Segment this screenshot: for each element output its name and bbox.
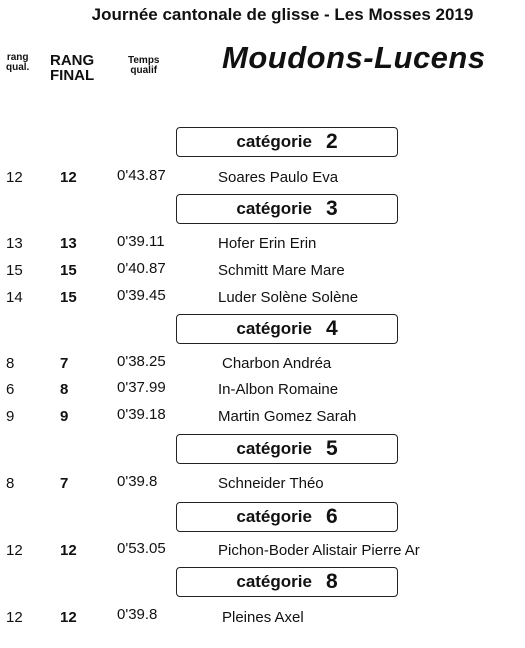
category-label: catégorie	[236, 132, 312, 151]
rang-qual: 8	[6, 355, 15, 372]
team-name: Moudons-Lucens	[222, 40, 486, 75]
rang-final: 15	[60, 289, 77, 306]
rang-final: 12	[60, 169, 77, 186]
participant-name: Pichon-Boder Alistair Pierre Ar	[218, 542, 420, 559]
category-number: 2	[325, 130, 338, 153]
temps: 0'39.11	[117, 233, 165, 250]
page-title: Journée cantonale de glisse - Les Mosses 2019	[91, 5, 474, 24]
rang-final: 15	[60, 262, 77, 279]
participant-name: Soares Paulo Eva	[218, 169, 339, 186]
temps: 0'38.25	[117, 353, 166, 370]
header-temps-qualif	[128, 56, 160, 76]
rang-final: 7	[60, 475, 69, 492]
category-label: catégorie	[236, 572, 312, 591]
header-rang-final-line1: RANG	[50, 52, 95, 69]
category-label: catégorie	[236, 507, 312, 526]
temps: 0'53.05	[117, 540, 166, 557]
rang-final: 9	[60, 408, 69, 425]
temps: 0'39.8	[117, 606, 158, 623]
header-temps-line2: qualif	[130, 65, 158, 76]
category-box-4	[176, 314, 398, 344]
participant-name: Pleines Axel	[222, 609, 304, 626]
rang-final: 13	[60, 235, 77, 252]
temps: 0'40.87	[117, 260, 166, 277]
participant-name: Martin Gomez Sarah	[218, 408, 357, 425]
rang-qual: 12	[6, 609, 23, 626]
rang-qual: 14	[6, 289, 23, 306]
category-label: catégorie	[236, 439, 312, 458]
participant-name: Schneider Théo	[218, 475, 324, 492]
category-number: 5	[325, 437, 338, 460]
rang-qual: 8	[6, 475, 15, 492]
category-number: 3	[325, 197, 338, 220]
temps: 0'37.99	[117, 379, 166, 396]
category-box-6	[176, 502, 398, 532]
rang-final: 7	[60, 355, 69, 372]
temps: 0'39.8	[117, 473, 158, 490]
header-rang-final	[50, 53, 94, 83]
header-rang-qual-line1: rang	[6, 52, 29, 63]
participant-name: Luder Solène Solène	[218, 289, 359, 306]
rang-final: 12	[60, 542, 77, 559]
temps: 0'43.87	[117, 167, 166, 184]
participant-name: Hofer Erin Erin	[218, 235, 317, 252]
category-number: 6	[325, 505, 338, 528]
temps: 0'39.45	[117, 287, 166, 304]
rang-qual: 12	[6, 169, 23, 186]
header-temps-line1: Temps	[128, 55, 160, 66]
category-number: 8	[325, 570, 338, 593]
category-box-2	[176, 127, 398, 157]
rang-qual: 12	[6, 542, 23, 559]
header-rang-qual	[6, 53, 29, 73]
category-box-3	[176, 194, 398, 224]
rang-final: 12	[60, 609, 77, 626]
participant-name: Charbon Andréa	[222, 355, 332, 372]
category-box-8	[176, 567, 398, 597]
temps: 0'39.18	[117, 406, 166, 423]
category-label: catégorie	[236, 319, 312, 338]
header-rang-final-line2: FINAL	[50, 67, 95, 84]
rang-qual: 15	[6, 262, 23, 279]
rang-qual: 6	[6, 381, 15, 398]
rang-qual: 13	[6, 235, 23, 252]
participant-name: Schmitt Mare Mare	[218, 262, 345, 279]
category-number: 4	[325, 317, 338, 340]
participant-name: In-Albon Romaine	[218, 381, 339, 398]
category-label: catégorie	[236, 199, 312, 218]
rang-qual: 9	[6, 408, 15, 425]
header-rang-qual-line2: qual.	[6, 62, 30, 73]
rang-final: 8	[60, 381, 69, 398]
category-box-5	[176, 434, 398, 464]
